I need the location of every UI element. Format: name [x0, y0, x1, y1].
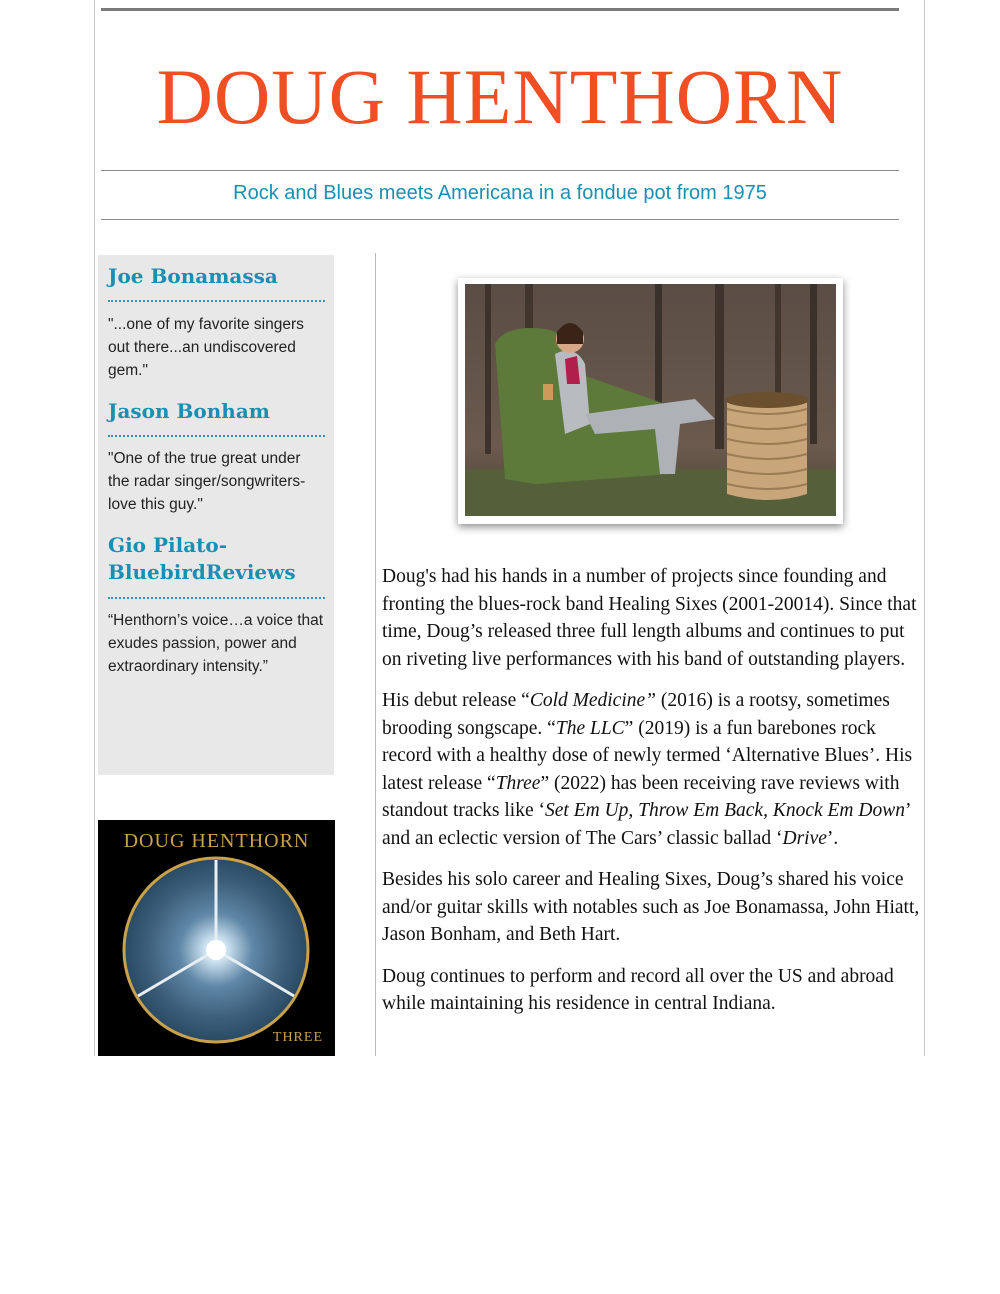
bio-paragraph: Doug's had his hands in a number of projects since founding and fronting the blues-rock band Healing Sixes (2001-20014). Since that time, Doug’s released three full length albums and continues to put on riveting live performances with his band of outstanding players. [382, 566, 917, 670]
artist-photo [458, 278, 843, 524]
quote-author: Joe Bonamassa [108, 264, 278, 288]
bio-paragraph: Besides his solo career and Healing Sixes, Doug’s shared his voice and/or guitar skills with notables such as Joe Bonamassa, John Hiatt, Jason Bonham, and Beth Hart. [382, 869, 920, 945]
top-rule [101, 8, 899, 11]
dotted-divider [108, 435, 325, 437]
quote-text: "...one of my favorite singers out there...an undiscovered gem." [108, 316, 304, 379]
artist-photo-image [465, 284, 836, 516]
album-art [98, 820, 335, 1056]
quote-text: “Henthorn’s voice…a voice that exudes passion, power and extraordinary intensity.” [108, 612, 324, 675]
divider [101, 219, 899, 220]
bio-paragraph: Doug continues to perform and record all over the US and abroad while maintaining his residence in central Indiana. [382, 965, 894, 1014]
quote-author: Gio Pilato- BluebirdReviews [108, 533, 296, 584]
album-cover [98, 820, 335, 1056]
bio-text [382, 563, 920, 1032]
column-divider [375, 253, 376, 1056]
bio-paragraph: His debut release “Cold Medicine” (2016) is a rootsy, sometimes brooding songscape. “The LLC” (2019) is a fun barebones rock record with a healthy dose of newly termed ‘Alternative Blues’. His latest release “Three” (2022) has been receiving rave reviews with standout tracks like ‘Set Em Up, Throw Em Back, Knock Em Down’ and an eclectic version of The Cars’ classic ballad ‘Drive’. [382, 690, 913, 849]
tagline: Rock and Blues meets Americana in a fondue pot from 1975 [233, 182, 767, 204]
divider [101, 170, 899, 171]
album-artist: DOUG HENTHORN [123, 830, 310, 852]
dotted-divider [108, 300, 325, 302]
dotted-divider [108, 597, 325, 599]
quote-author: Jason Bonham [108, 399, 270, 423]
album-title: THREE [272, 1030, 323, 1045]
quote-text: "One of the true great under the radar singer/songwriters- love this guy." [108, 450, 306, 513]
page-title: DOUG HENTHORN [156, 53, 844, 140]
testimonials-sidebar [98, 255, 334, 775]
